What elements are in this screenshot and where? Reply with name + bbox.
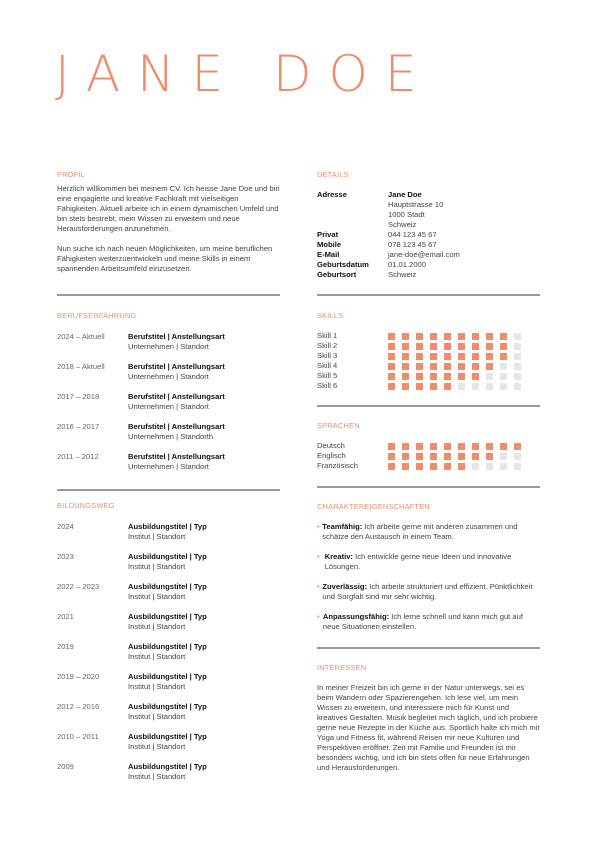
rating-square-empty [514,363,521,370]
rating-square-empty [486,383,493,390]
rating-square-filled [486,353,493,360]
rating-square-filled [388,463,395,470]
rating-square-filled [430,333,437,340]
rating-row [317,341,540,351]
detail-value: Schweiz [388,220,417,229]
entry-body [128,332,225,362]
rating-label: Skill 6 [317,381,338,390]
detail-value: Schweiz [388,270,417,279]
rating-square-empty [500,373,507,380]
rating-square-filled [472,343,479,350]
rating-square-filled [458,443,465,450]
rating-square-filled [444,373,451,380]
entry-years: 2021 [57,612,74,621]
trait-text: Ich arbeite gerne mit anderen zusammen und schätze den Austausch in einem Team. [322,522,518,541]
rating-square-filled [458,453,465,460]
rating-square-filled [402,333,409,340]
entry-subtitle: Institut | Standort [128,562,186,571]
rating-square-filled [486,453,493,460]
entry-subtitle: Unternehmen | Standort [128,342,209,351]
rating-square-filled [444,463,451,470]
rating-label: Skill 2 [317,341,338,350]
rating-square-filled [472,453,479,460]
rating-square-filled [472,333,479,340]
detail-value: 044 123 45 67 [388,230,437,239]
rating-square-filled [430,383,437,390]
trait-item [317,522,540,552]
entry-title: Ausbildungstitel | Typ [128,582,207,591]
rating-square-filled [486,333,493,340]
entry-subtitle: Institut | Standort [128,532,186,541]
rating-label: Deutsch [317,441,345,450]
profil-text-1: Herzlich willkommen bei meinem CV. Ich heisse Jane Doe und bin eine engagierte und kreative Fachkraft mit vielseitigen Fähigkeiten. Aktuell arbeite ich in einem dynamischen Umfeld und bin stets bestrebt, mein Wissen zu erweitern und neue Herausforderungen anzunehmen. [57,184,280,233]
rating-square-filled [416,373,423,380]
rating-row [317,451,540,461]
trait-body [323,612,540,642]
rating-square-filled [416,363,423,370]
section-label: CHARAKTEREIGENSCHAFTEN [317,502,430,511]
entry-subtitle: Unternehmen | Standort [128,402,209,411]
entry-body [128,552,207,582]
rating-square-filled [458,363,465,370]
detail-value: 01.01.2000 [388,260,427,269]
entry-body [128,672,207,702]
entry-body [128,612,207,642]
divider [317,294,540,296]
list-item [57,522,280,552]
rating-square-empty [500,383,507,390]
list-item [57,332,280,362]
entry-title: Berufstitel | Anstellungsart [128,422,225,431]
entry-years: 2023 [57,552,74,561]
rating-row [317,441,540,451]
section-label: PROFIL [57,170,85,179]
rating-square-filled [444,443,451,450]
rating-square-filled [388,363,395,370]
entry-title: Berufstitel | Anstellungsart [128,452,225,461]
trait-body [322,582,540,612]
rating-square-filled [486,443,493,450]
detail-key: Geburtsdatum [317,260,369,269]
detail-value: 078 123 45 67 [388,240,437,249]
rating-square-filled [402,373,409,380]
rating-square-filled [500,443,507,450]
rating-square-filled [430,353,437,360]
detail-key [317,220,388,230]
trait-title: Teamfähig: [322,522,363,531]
rating-square-filled [416,463,423,470]
rating-square-filled [472,443,479,450]
entry-years: 2024 – Aktuell [57,332,105,341]
detail-row [317,220,540,230]
berufserfahrung-section [57,311,280,482]
entry-years: 2024 [57,522,74,531]
rating-square-empty [514,453,521,460]
entry-body [128,452,225,482]
trait-item [317,582,540,612]
rating-square-filled [472,373,479,380]
rating-square-empty [500,463,507,470]
trait-item [317,612,540,642]
entry-title: Ausbildungstitel | Typ [128,702,207,711]
entry-years: 2022 – 2023 [57,582,100,591]
rating-square-empty [514,383,521,390]
rating-square-filled [402,343,409,350]
rating-square-filled [458,333,465,340]
rating-square-filled [500,353,507,360]
entry-title: Berufstitel | Anstellungsart [128,332,225,341]
entry-years: 2016 – 2017 [57,422,100,431]
rating-square-empty [486,373,493,380]
entry-body [128,702,207,732]
entry-years: 2012 – 2016 [57,702,100,711]
rating-square-filled [402,443,409,450]
list-item [57,762,280,792]
entry-subtitle: Institut | Standort [128,742,186,751]
trait-text: Ich arbeite strukturiert und effizient. Pünktlichkeit und Sorgfalt sind mir sehr wichtig. [322,582,533,601]
trait-body [322,522,540,552]
rating-square-filled [486,363,493,370]
rating-square-filled [416,443,423,450]
bullet-icon: • [317,552,320,561]
rating-square-filled [388,353,395,360]
section-label: INTERESSEN [317,663,367,672]
rating-square-filled [388,343,395,350]
rating-square-filled [444,453,451,460]
rating-square-filled [458,353,465,360]
rating-square-filled [500,333,507,340]
bildungsweg-section [57,501,280,792]
list-item [57,362,280,392]
rating-row [317,381,540,391]
charakter-section [317,502,540,642]
profil-text-2: Nun suche ich nach neuen Möglichkeiten, um meine beruflichen Fähigkeiten weiterzuentwickeln und meine Skills in einem spannenden Arbeitsumfeld einzusetzen. [57,244,273,273]
trait-item [317,552,540,582]
entry-subtitle: Institut | Standort [128,592,186,601]
entry-subtitle: Institut | Standort [128,622,186,631]
rating-square-filled [430,463,437,470]
rating-square-empty [514,333,521,340]
entry-years: 2018 – Aktuell [57,362,105,371]
rating-square-filled [472,353,479,360]
entry-body [128,422,225,452]
list-item [57,732,280,762]
list-item [57,552,280,582]
rating-label: Französisch [317,461,358,470]
rating-square-filled [472,363,479,370]
rating-square-filled [388,333,395,340]
rating-square-filled [388,383,395,390]
list-item [57,672,280,702]
name-heading: JANE DOE [55,45,434,103]
rating-row [317,361,540,371]
list-item [57,452,280,482]
rating-square-empty [514,463,521,470]
entry-subtitle: Unternehmen | Standort [128,462,209,471]
bullet-icon: • [317,522,320,531]
trait-title: Anpassungsfähig: [322,612,390,621]
detail-key: Privat [317,230,339,239]
rating-square-filled [444,343,451,350]
rating-square-filled [416,343,423,350]
interessen-section [317,663,540,773]
trait-body [325,552,540,582]
entry-title: Ausbildungstitel | Typ [128,642,207,651]
divider [317,486,540,488]
sprachen-section [317,421,540,471]
detail-value: 1000 Stadt [388,210,425,219]
rating-square-filled [416,353,423,360]
rating-square-empty [486,463,493,470]
rating-label: Englisch [317,451,346,460]
entry-title: Ausbildungstitel | Typ [128,732,207,741]
rating-square-filled [402,383,409,390]
rating-square-filled [416,453,423,460]
detail-row [317,240,540,250]
rating-square-empty [514,373,521,380]
entry-body [128,642,207,672]
entry-subtitle: Institut | Standort [128,652,186,661]
entry-body [128,582,207,612]
list-item [57,612,280,642]
rating-square-filled [430,363,437,370]
entry-years: 2017 – 2018 [57,392,100,401]
trait-title: Kreativ: [324,552,353,561]
list-item [57,702,280,732]
detail-key: Adresse [317,190,347,199]
rating-square-filled [444,333,451,340]
trait-text: Ich lerne schnell und kann mich gut auf neue Situationen einstellen. [322,612,523,631]
section-label: SPRACHEN [317,421,360,430]
entry-body [128,762,207,792]
list-item [57,392,280,422]
rating-row [317,461,540,471]
rating-square-filled [402,363,409,370]
entry-body [128,362,225,392]
entry-subtitle: Unternehmen | Standorth [128,432,214,441]
list-item [57,642,280,672]
detail-key [317,210,388,220]
rating-square-filled [514,443,521,450]
rating-square-filled [444,363,451,370]
detail-row [317,250,540,260]
bullet-icon: • [317,582,320,591]
detail-row [317,260,540,270]
rating-row [317,371,540,381]
rating-square-filled [430,453,437,460]
rating-square-filled [444,383,451,390]
entry-title: Ausbildungstitel | Typ [128,522,207,531]
trait-text: Ich entwickle gerne neue Ideen und innovative Lösungen. [324,552,512,571]
entry-years: 2019 – 2020 [57,672,100,681]
rating-square-filled [388,373,395,380]
rating-square-filled [458,343,465,350]
bullet-icon: • [317,612,320,621]
entry-years: 2019 [57,642,74,651]
interessen-text: In meiner Freizeit bin ich gerne in der Natur unterwegs, sei es beim Wandern oder Spazierengehen. Ich lese viel, um mein Wissen zu erweitern, und interessiere mich für Kunst und kreatives Gestalten. Musik begleitet mich täglich, und ich probiere gerne neue Rezepte in der Küche aus. Sportlich halte ich mich mit Yoga und Fitness fit, während Reisen mir neue Kulturen und Perspektiven eröffnet. Zeit mit Familie und Freunden ist mir besonders wichtig, und ich bin stets offen für neue Erfahrungen und Herausforderungen. [317,683,540,772]
rating-square-filled [430,373,437,380]
entry-body [128,732,207,762]
rating-square-filled [388,443,395,450]
rating-square-empty [472,383,479,390]
detail-row [317,270,540,280]
entry-title: Berufstitel | Anstellungsart [128,362,225,371]
entry-years: 2009 [57,762,74,771]
rating-square-filled [458,463,465,470]
entry-years: 2010 – 2011 [57,732,99,741]
rating-label: Skill 3 [317,351,338,360]
rating-square-filled [416,383,423,390]
profil-section [57,170,280,274]
rating-square-filled [486,343,493,350]
entry-subtitle: Institut | Standort [128,682,186,691]
rating-square-empty [500,453,507,460]
detail-key: Mobile [317,240,342,249]
section-label: BERUFSERFAHRUNG [57,311,137,320]
trait-title: Zuverlässig: [322,582,368,591]
entry-body [128,522,207,552]
entry-subtitle: Institut | Standort [128,772,186,781]
rating-square-empty [458,383,465,390]
detail-row [317,210,540,220]
rating-square-filled [444,353,451,360]
rating-label: Skill 5 [317,371,338,380]
entry-body [128,392,225,422]
rating-square-filled [416,333,423,340]
rating-square-empty [500,363,507,370]
rating-square-filled [500,343,507,350]
section-label: BILDUNGSWEG [57,501,115,510]
rating-label: Skill 1 [317,331,338,340]
detail-key: Geburtsort [317,270,357,279]
divider [57,489,280,491]
rating-square-filled [402,463,409,470]
detail-key [317,200,388,210]
entry-title: Ausbildungstitel | Typ [128,552,207,561]
detail-row [317,190,540,200]
entry-title: Ausbildungstitel | Typ [128,672,207,681]
list-item [57,582,280,612]
detail-value: Hauptstrasse 10 [388,200,444,209]
detail-row [317,200,540,210]
entry-subtitle: Institut | Standort [128,712,186,721]
divider [317,647,540,649]
detail-value: jane-doe@email.com [388,250,460,259]
skills-section [317,311,540,391]
rating-square-filled [388,453,395,460]
rating-square-filled [430,343,437,350]
entry-title: Berufstitel | Anstellungsart [128,392,225,401]
entry-years: 2011 – 2012 [57,452,99,461]
entry-title: Ausbildungstitel | Typ [128,762,207,771]
divider [57,294,280,296]
entry-subtitle: Unternehmen | Standort [128,372,209,381]
rating-square-empty [514,353,521,360]
rating-square-filled [402,453,409,460]
rating-row [317,351,540,361]
rating-square-empty [514,343,521,350]
rating-square-filled [458,373,465,380]
rating-square-filled [402,353,409,360]
detail-key: E-Mail [317,250,340,259]
list-item [57,422,280,452]
divider [317,405,540,407]
rating-label: Skill 4 [317,361,338,370]
details-section [317,170,540,280]
detail-row [317,230,540,240]
entry-title: Ausbildungstitel | Typ [128,612,207,621]
rating-square-filled [430,443,437,450]
detail-value: Jane Doe [388,190,422,199]
section-label: SKILLS [317,311,344,320]
rating-square-empty [472,463,479,470]
section-label: DETAILS [317,170,349,179]
rating-row [317,331,540,341]
